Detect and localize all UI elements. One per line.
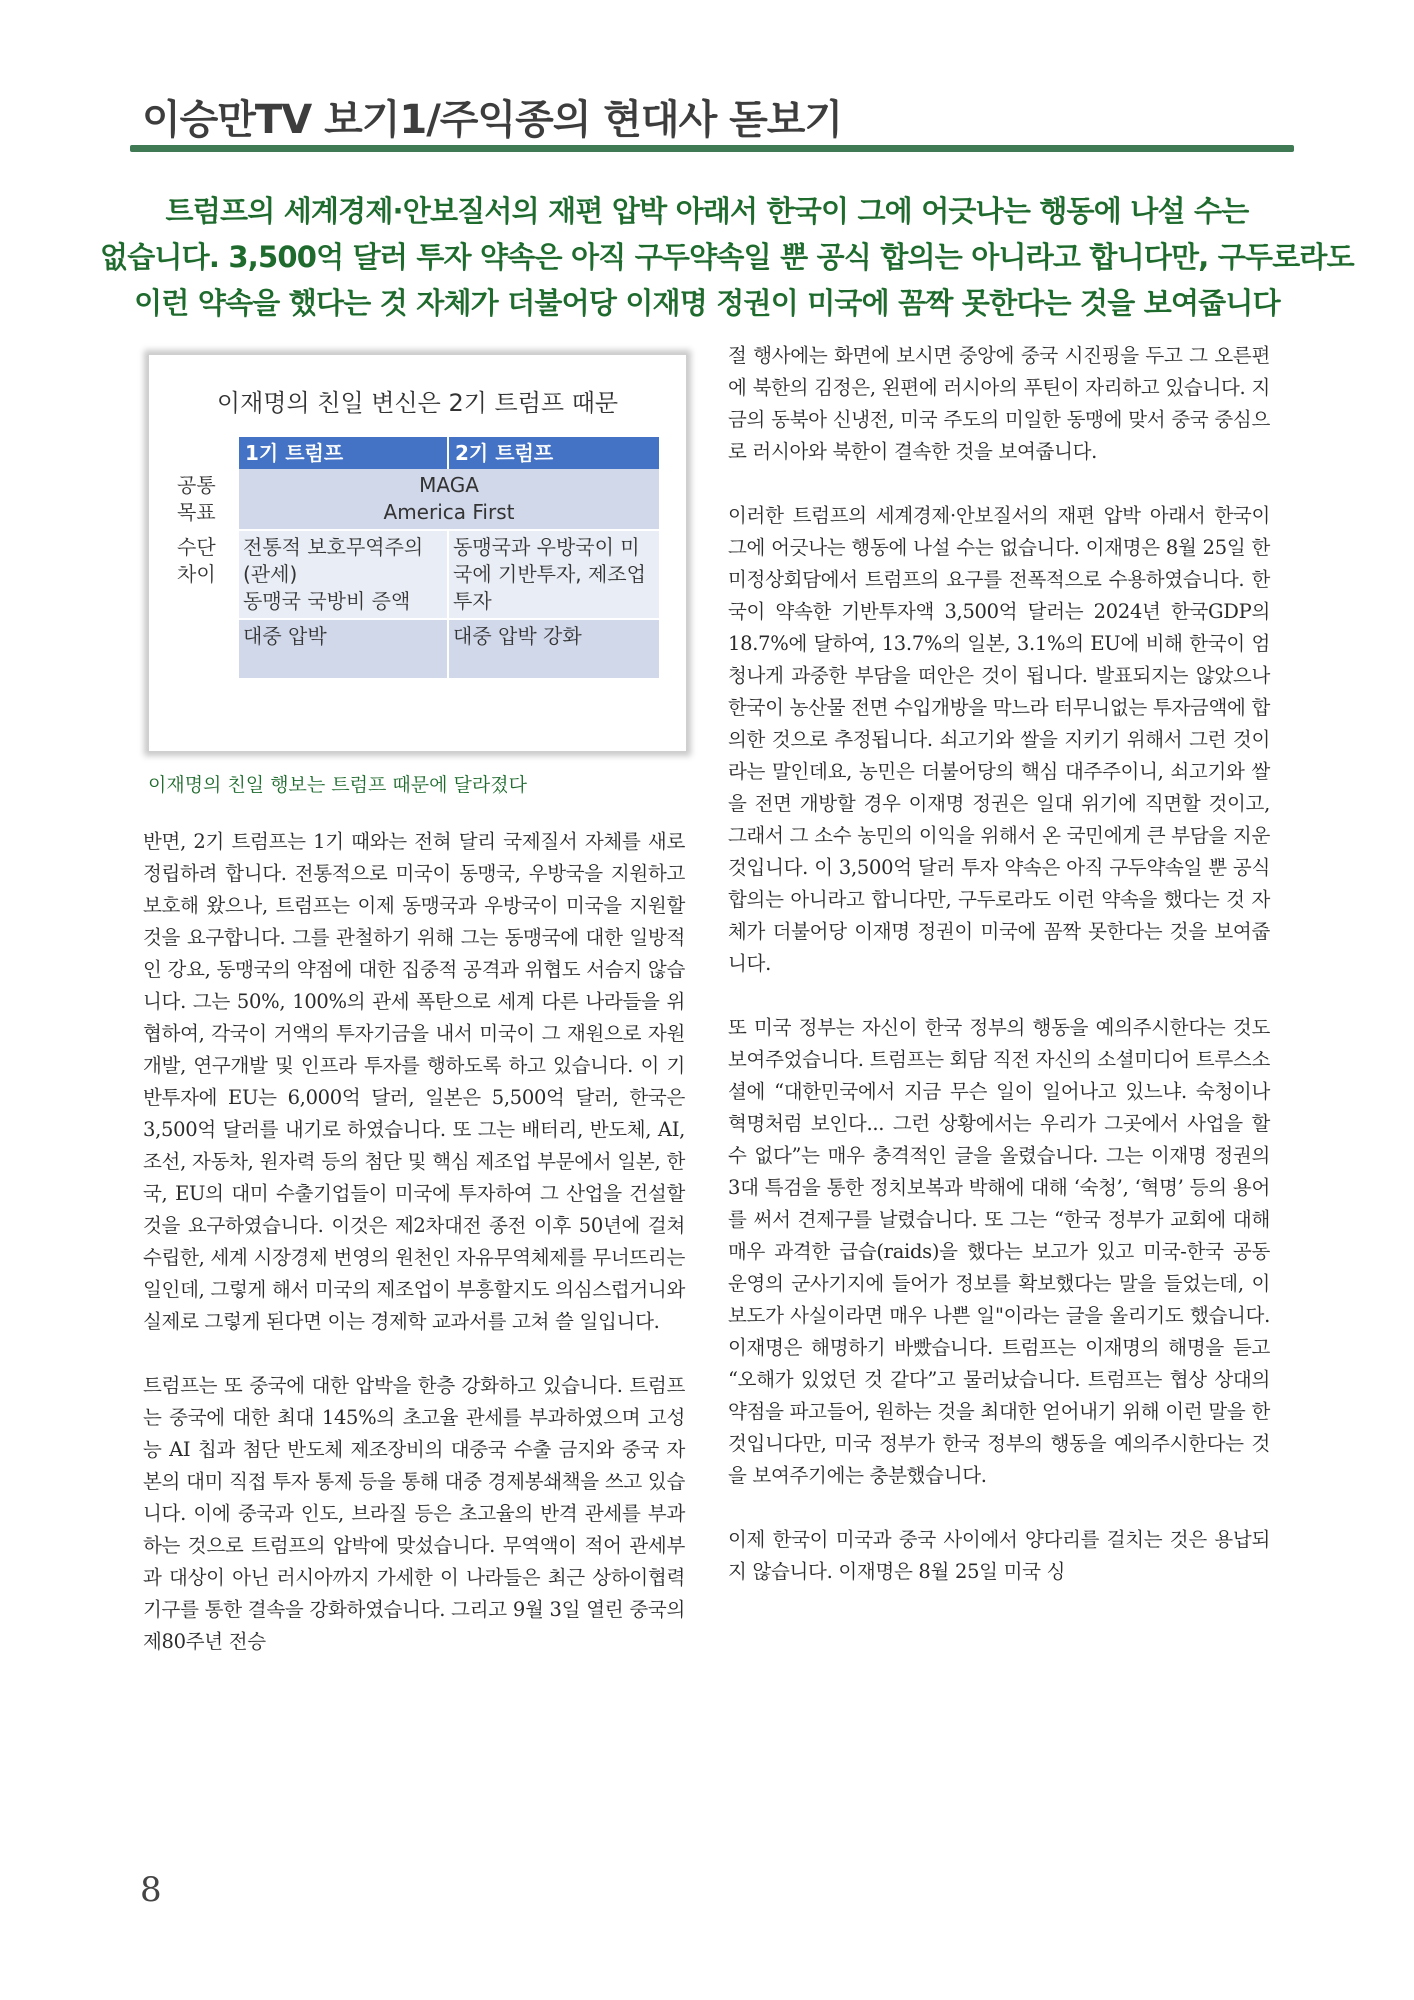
body-paragraph: 이제 한국이 미국과 중국 사이에서 양다리를 걸치는 것은 용납되지 않습니다. 이재명은 8월 25일 미국 싱 — [728, 1528, 1270, 1583]
china-pressure-trump-2: 대중 압박 강화 — [448, 619, 660, 679]
col-header-trump-1: 1기 트럼프 — [238, 437, 448, 469]
means-trump-2: 동맹국과 우방국이 미국에 기반투자, 제조업투자 — [448, 530, 660, 619]
body-paragraph: 또 미국 정부는 자신이 한국 정부의 행동을 예의주시한다는 것도 보여주었습니다. 트럼프는 회담 직전 자신의 소셜미디어 트루스소셜에 “대한민국에서 지금 무슨 일이 일어나고 있느냐. 숙청이나 혁명처럼 보인다... 그런 상황에서는 우리가 그곳에서 사업을 할 수 없다”는 매우 충격적인 글을 올렸습니다. 그는 이재명 정권의 3대 특검을 통한 정치보복과 박해에 대해 ‘숙청’, ‘혁명’ 등의 용어를 써서 견제구를 날렸습니다. 또 그는 “한국 정부가 교회에 대해 매우 과격한 급습(raids)을 했다는 보고가 있고 미국-한국 공동 운영의 군사기지에 들어가 정보를 확보했다는 말을 들었는데, 이 보도가 사실이라면 매우 나쁜 일"이라는 글을 올리기도 했습니다. 이재명은 해명하기 바빴습니다. 트럼프는 이재명의 해명을 듣고 “오해가 있었던 것 같다”고 물러났습니다. 트럼프는 협상 상대의 약점을 파고들어, 원하는 것을 최대한 얻어내기 위해 이런 말을 한 것입니다만, 미국 정부가 한국 정부의 행동을 예의주시한다는 것을 보여주기에는 충분했습니다. — [728, 1016, 1270, 1487]
page-number: 8 — [140, 1870, 162, 1910]
figure-caption: 이재명의 친일 행보는 트럼프 때문에 달라졌다 — [148, 774, 527, 796]
table-header-row — [173, 437, 660, 469]
body-paragraph: 반면, 2기 트럼프는 1기 때와는 전혀 달리 국제질서 자체를 새로 정립하려 합니다. 전통적으로 미국이 동맹국, 우방국을 지원하고 보호해 왔으나, 트럼프는 이제 동맹국과 우방국이 미국을 지원할 것을 요구합니다. 그를 관철하기 위해 그는 동맹국에 대한 일방적인 강요, 동맹국의 약점에 대한 집중적 공격과 위협도 서슴지 않습니다. 그는 50%, 100%의 관세 폭탄으로 세계 다른 나라들을 위협하여, 각국이 거액의 투자기금을 내서 미국이 그 재원으로 자원개발, 연구개발 및 인프라 투자를 행하도록 하고 있습니다. 이 기반투자에 EU는 6,000억 달러, 일본은 5,500억 달러, 한국은 3,500억 달러를 내기로 하였습니다. 또 그는 배터리, 반도체, AI, 조선, 자동차, 원자력 등의 첨단 및 핵심 제조업 부문에서 일본, 한국, EU의 대미 수출기업들이 미국에 투자하여 그 산업을 건설할 것을 요구하였습니다. 이것은 제2차대전 종전 이후 50년에 걸쳐 수립한, 세계 시장경제 번영의 원천인 자유무역체제를 무너뜨리는 일인데, 그렇게 해서 미국의 제조업이 부흥할지도 의심스럽거니와 실제로 그렇게 된다면 이는 경제학 교과서를 고쳐 쓸 일입니다. — [143, 830, 685, 1333]
header-divider — [130, 145, 1294, 152]
row-label-empty — [173, 619, 238, 679]
col-header-trump-2: 2기 트럼프 — [448, 437, 660, 469]
body-paragraph: 절 행사에는 화면에 보시면 중앙에 중국 시진핑을 두고 그 오른편에 북한의 김정은, 왼편에 러시아의 푸틴이 자리하고 있습니다. 지금의 동북아 신냉전, 미국 주도의 미일한 동맹에 맞서 중국 중심으로 러시아와 북한이 결속한 것을 보여줍니다. — [728, 344, 1270, 463]
china-pressure-trump-1: 대중 압박 — [238, 619, 448, 679]
comparison-slide-figure — [148, 354, 687, 752]
section-title: 이승만TV 보기1/주익종의 현대사 돋보기 — [142, 97, 843, 143]
row-label-common-goal: 공통 목표 — [173, 469, 238, 530]
body-paragraph: 이러한 트럼프의 세계경제·안보질서의 재편 압박 아래서 한국이 그에 어긋나는 행동에 나설 수는 없습니다. 이재명은 8월 25일 한미정상회담에서 트럼프의 요구를 전폭적으로 수용하였습니다. 한국이 약속한 기반투자액 3,500억 달러는 2024년 한국GDP의 18.7%에 달하여, 13.7%의 일본, 3.1%의 EU에 비해 한국이 엄청나게 과중한 부담을 떠안은 것이 됩니다. 발표되지는 않았으나 한국이 농산물 전면 수입개방을 막느라 터무니없는 투자금액에 합의한 것으로 추정됩니다. 쇠고기와 쌀을 지키기 위해서 그런 것이라는 말인데요, 농민은 더불어당의 핵심 대주주이니, 쇠고기와 쌀을 전면 개방할 경우 이재명 정권은 일대 위기에 직면할 것이고, 그래서 그 소수 농민의 이익을 위해서 온 국민에게 큰 부담을 지운 것입니다. 이 3,500억 달러 투자 약속은 아직 구두약속일 뿐 공식 합의는 아니라고 합니다만, 구두로라도 이런 약속을 했다는 것 자체가 더불어당 이재명 정권이 미국에 꼼짝 못한다는 것을 보여줍니다. — [728, 504, 1270, 975]
comparison-table — [173, 437, 661, 680]
table-row — [173, 619, 660, 679]
body-paragraph: 트럼프는 또 중국에 대한 압박을 한층 강화하고 있습니다. 트럼프는 중국에 대한 최대 145%의 초고율 관세를 부과하였으며 고성능 AI 칩과 첨단 반도체 제조장비의 대중국 수출 금지와 중국 자본의 대미 직접 투자 통제 등을 통해 대중 경제봉쇄책을 쓰고 있습니다. 이에 중국과 인도, 브라질 등은 초고율의 반격 관세를 부과하는 것으로 트럼프의 압박에 맞섰습니다. 무역액이 적어 관세부과 대상이 아닌 러시아까지 가세한 이 나라들은 최근 상하이협력기구를 통한 결속을 강화하였습니다. 그리고 9월 3일 열린 중국의 제80주년 전승 — [143, 1374, 685, 1653]
common-goal-value: MAGA America First — [238, 469, 660, 530]
headline-line-2: 없습니다. 3,500억 달러 투자 약속은 아직 구두약속일 뿐 공식 합의는 아니라고 합니다만, 구두로라도 — [100, 240, 1354, 274]
headline-line-3: 이런 약속을 했다는 것 자체가 더불어당 이재명 정권이 미국에 꼼짝 못한다는 것을 보여줍니다 — [134, 286, 1280, 320]
left-column — [143, 826, 685, 1690]
table-corner-cell — [173, 437, 238, 469]
table-row — [173, 469, 660, 530]
figure-title: 이재명의 친일 변신은 2기 트럼프 때문 — [216, 389, 619, 417]
headline-line-1: 트럼프의 세계경제·안보질서의 재편 압박 아래서 한국이 그에 어긋나는 행동에 나설 수는 — [165, 194, 1249, 228]
headline — [100, 188, 1354, 326]
row-label-means: 수단 차이 — [173, 530, 238, 619]
means-trump-1: 전통적 보호무역주의(관세) 동맹국 국방비 증액 — [238, 530, 448, 619]
table-row — [173, 530, 660, 619]
right-column — [728, 340, 1270, 1620]
